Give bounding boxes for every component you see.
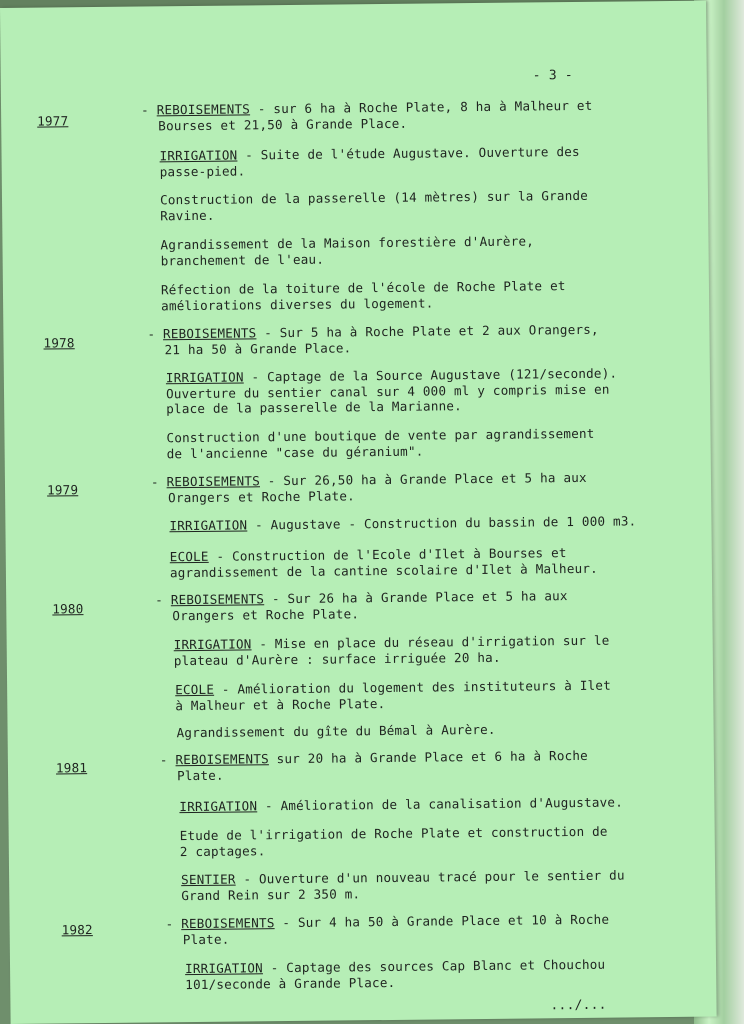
- entry-1980-irrigation: [174, 632, 714, 669]
- entry-1980-reboisements: [155, 587, 695, 624]
- entry-1979-irrigation: [169, 513, 709, 534]
- heading: IRRIGATION: [165, 369, 244, 386]
- entry-1977-refection: [161, 277, 701, 314]
- entry-text-cont: passe-pied.: [159, 162, 246, 179]
- dash: -: [165, 916, 182, 932]
- entry-text-cont: 101/seconde à Grande Place.: [185, 974, 396, 992]
- entry-1978-irrigation: [166, 365, 706, 417]
- entry-1977-maison: [160, 232, 700, 269]
- heading: IRRIGATION: [184, 960, 263, 977]
- entry-1981-sentier: [181, 866, 721, 903]
- entry-text: Construction d'une boutique de vente par agrandissement: [166, 425, 595, 446]
- heading: SENTIER: [181, 871, 236, 888]
- entry-text-cont: Bourses et 21,50 à Grande Place.: [158, 115, 408, 133]
- entry-1980-ecole: [175, 677, 715, 714]
- heading: IRRIGATION: [159, 147, 238, 164]
- entry-text-cont: place de la passerelle de la Marianne.: [166, 398, 463, 417]
- entry-text: - Amélioration du logement des instituteurs à Ilet: [213, 677, 612, 697]
- entry-1979-reboisements: [151, 469, 691, 506]
- entry-text: - Augustave - Construction du bassin de 1 000 m3.: [247, 513, 637, 533]
- heading: REBOISEMENTS: [181, 915, 275, 932]
- entry-text-cont: Plate.: [182, 931, 230, 947]
- heading: ECOLE: [169, 548, 209, 565]
- entry-text: - Suite de l'étude Augustave. Ouverture des: [237, 143, 580, 163]
- entry-text: - Captage des sources Cap Blanc et Chouchou: [262, 956, 606, 976]
- heading: IRRIGATION: [179, 798, 258, 815]
- entry-text: Réfection de la toiture de l'école de Roche Plate et: [160, 278, 566, 298]
- entry-1977-passerelle: [160, 187, 700, 224]
- entry-text: Construction de la passerelle (14 mètres) sur la Grande: [159, 187, 589, 208]
- dash: -: [147, 326, 164, 342]
- entry-text-cont: agrandissement de la cantine scolaire d'Ilet à Malheur.: [169, 560, 598, 580]
- document-page: [0, 1, 717, 1024]
- entry-text: - Sur 4 ha 50 à Grande Place et 10 à Roche: [274, 911, 610, 931]
- heading: ECOLE: [175, 681, 215, 698]
- entry-text: Etude de l'irrigation de Roche Plate et construction de: [179, 823, 608, 844]
- entry-1981-etude: [180, 823, 720, 860]
- entry-text: - Sur 26 ha à Grande Place et 5 ha aux: [264, 588, 568, 607]
- heading: REBOISEMENTS: [162, 325, 257, 342]
- year-1981: 1981: [55, 760, 88, 776]
- year-1979: 1979: [46, 482, 79, 498]
- entry-1979-ecole: [170, 544, 710, 581]
- entry-text-cont: à Malheur et à Roche Plate.: [175, 695, 386, 713]
- year-1977: 1977: [37, 113, 69, 129]
- entry-text: - Mise en place du réseau d'irrigation sur le: [251, 632, 610, 652]
- dash: -: [155, 592, 171, 608]
- entry-1982-irrigation: [185, 955, 725, 992]
- entry-text: sur 20 ha à Grande Place et 6 ha à Roche: [268, 747, 588, 767]
- entry-text-cont: Ouverture du sentier canal sur 4 000 ml y compris mise en: [165, 381, 610, 401]
- entry-text-cont: Plate.: [176, 767, 224, 783]
- entry-1982-reboisements: [166, 911, 706, 948]
- year-1978: 1978: [43, 335, 75, 351]
- entry-text-cont: Orangers et Roche Plate.: [168, 487, 355, 505]
- dash: -: [150, 474, 167, 490]
- year-1982: 1982: [61, 922, 93, 938]
- entry-text: - Ouverture d'un nouveau tracé pour le sentier du: [235, 867, 625, 887]
- heading: REBOISEMENTS: [175, 751, 269, 768]
- dash: -: [159, 752, 176, 768]
- entry-1978-boutique: [166, 425, 706, 462]
- entry-1981-reboisements: [160, 747, 700, 784]
- heading: REBOISEMENTS: [166, 473, 261, 490]
- heading: REBOISEMENTS: [156, 101, 251, 118]
- entry-1977-reboisements: [141, 97, 681, 134]
- year-1980: 1980: [52, 601, 84, 617]
- entry-1980-gite: [177, 720, 717, 741]
- entry-text: - Construction de l'Ecole d'Ilet à Bourses et: [208, 545, 567, 564]
- entry-text-cont: améliorations diverses du logement.: [161, 294, 434, 313]
- entry-1977-irrigation: [159, 143, 699, 180]
- entry-text: - Sur 26,50 ha à Grande Place et 5 ha aux: [259, 469, 587, 489]
- heading: IRRIGATION: [173, 636, 252, 653]
- continuation-mark: .../...: [550, 997, 607, 1014]
- entry-text: Agrandissement du gîte du Bémal à Aurère.: [176, 721, 496, 741]
- dash: -: [140, 102, 157, 118]
- entry-text-cont: Ravine.: [160, 207, 215, 223]
- entry-1981-irrigation: [179, 794, 719, 815]
- heading: REBOISEMENTS: [170, 591, 265, 608]
- entry-text-cont: de l'ancienne "case du géranium".: [166, 443, 424, 461]
- entry-text-cont: Orangers et Roche Plate.: [172, 605, 360, 623]
- entry-text: - Amélioration de la canalisation d'Augustave.: [257, 794, 624, 814]
- entry-text-cont: Grand Rein sur 2 350 m.: [181, 885, 361, 903]
- entry-text-cont: plateau d'Aurère : surface irriguée 20 ha.: [173, 649, 501, 668]
- page-number: - 3 -: [532, 68, 573, 84]
- entry-1978-reboisements: [147, 321, 687, 358]
- entry-text: - Sur 5 ha à Roche Plate et 2 aux Orangers,: [256, 321, 599, 341]
- entry-text-cont: 2 captages.: [179, 842, 266, 859]
- entry-text-cont: branchement de l'eau.: [160, 251, 325, 268]
- entry-text: - sur 6 ha à Roche Plate, 8 ha à Malheur et: [249, 97, 593, 117]
- entry-text-cont: 21 ha 50 à Grande Place.: [164, 339, 352, 357]
- entry-text: - Captage de la Source Augustave (121/seconde).: [243, 365, 618, 385]
- entry-text: Agrandissement de la Maison forestière d'Aurère,: [160, 233, 535, 253]
- heading: IRRIGATION: [169, 517, 248, 534]
